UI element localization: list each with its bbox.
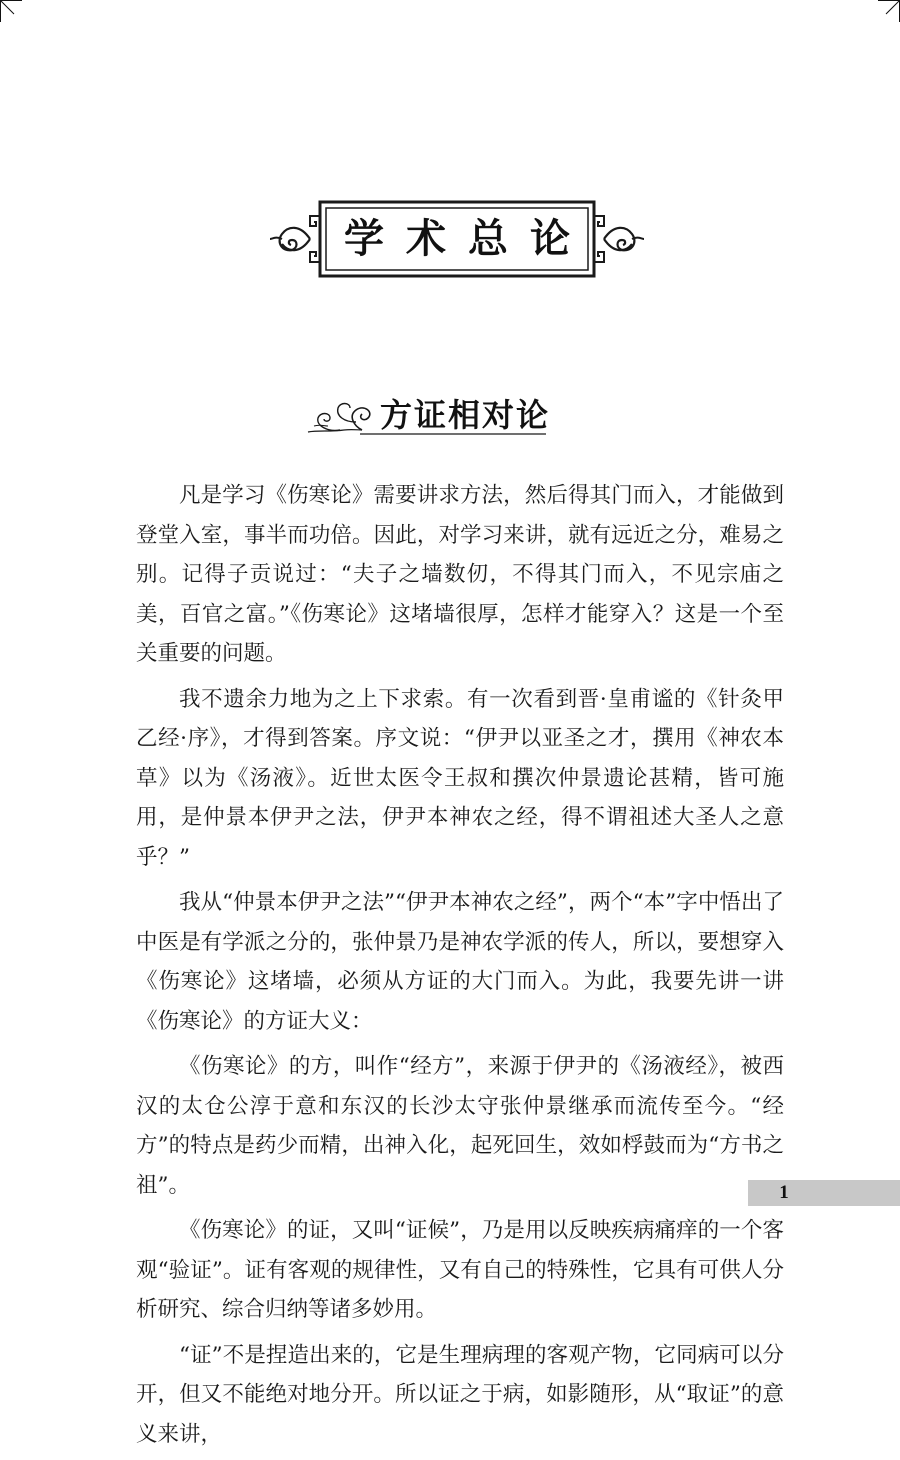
crop-mark-top-left	[0, 0, 22, 22]
paragraph: 《伤寒论》的方，叫作“经方”，来源于伊尹的《汤液经》，被西汉的太仓公淳于意和东汉的长沙太守张仲景继承而流传至今。“经方”的特点是药少而精，出神入化，起死回生，效如桴鼓而为“方书之祖”。	[136, 1054, 784, 1198]
body-text	[136, 476, 784, 1460]
part-title: 学术总论	[344, 216, 592, 262]
chapter-title: 方证相对论	[380, 396, 551, 434]
paragraph: 我从“仲景本伊尹之法”“伊尹本神农之经”，两个“本”字中悟出了中医是有学派之分的，张仲景乃是神农学派的传人，所以，要想穿入《伤寒论》这堵墙，必须从方证的大门而入。为此，我要先讲一讲《伤寒论》的方证大义：	[136, 890, 784, 1034]
crop-mark-top-right	[878, 0, 900, 22]
paragraph: 《伤寒论》的证，又叫“证候”，乃是用以反映疾病痛痒的一个客观“验证”。证有客观的规律性，又有自己的特殊性，它具有可供人分析研究、综合归纳等诸多妙用。	[136, 1218, 784, 1322]
paragraph: “证”不是捏造出来的，它是生理病理的客观产物，它同病可以分开，但又不能绝对地分开。所以证之于病，如影随形，从“取证”的意义来讲，	[136, 1342, 784, 1447]
page-number-bar	[748, 1180, 900, 1206]
paragraph: 凡是学习《伤寒论》需要讲求方法，然后得其门而入，才能做到登堂入室，事半而功倍。因此，对学习来讲，就有远近之分，难易之别。记得子贡说过：“夫子之墙数仞，不得其门而入，不见宗庙之美，百官之富。”《伤寒论》这堵墙很厚，怎样才能穿入？这是一个至关重要的问题。	[136, 483, 784, 666]
chapter-heading	[300, 386, 550, 442]
part-title-banner	[268, 196, 646, 282]
page-number: 1	[779, 1182, 789, 1203]
paragraph: 我不遗余力地为之上下求索。有一次看到晋·皇甫谧的《针灸甲乙经·序》，才得到答案。序文说：“伊尹以亚圣之才，撰用《神农本草》以为《汤液》。近世太医令王叔和撰次仲景遗论甚精，皆可施用，是仲景本伊尹之法，伊尹本神农之经，得不谓祖述大圣人之意乎？”	[136, 686, 784, 870]
